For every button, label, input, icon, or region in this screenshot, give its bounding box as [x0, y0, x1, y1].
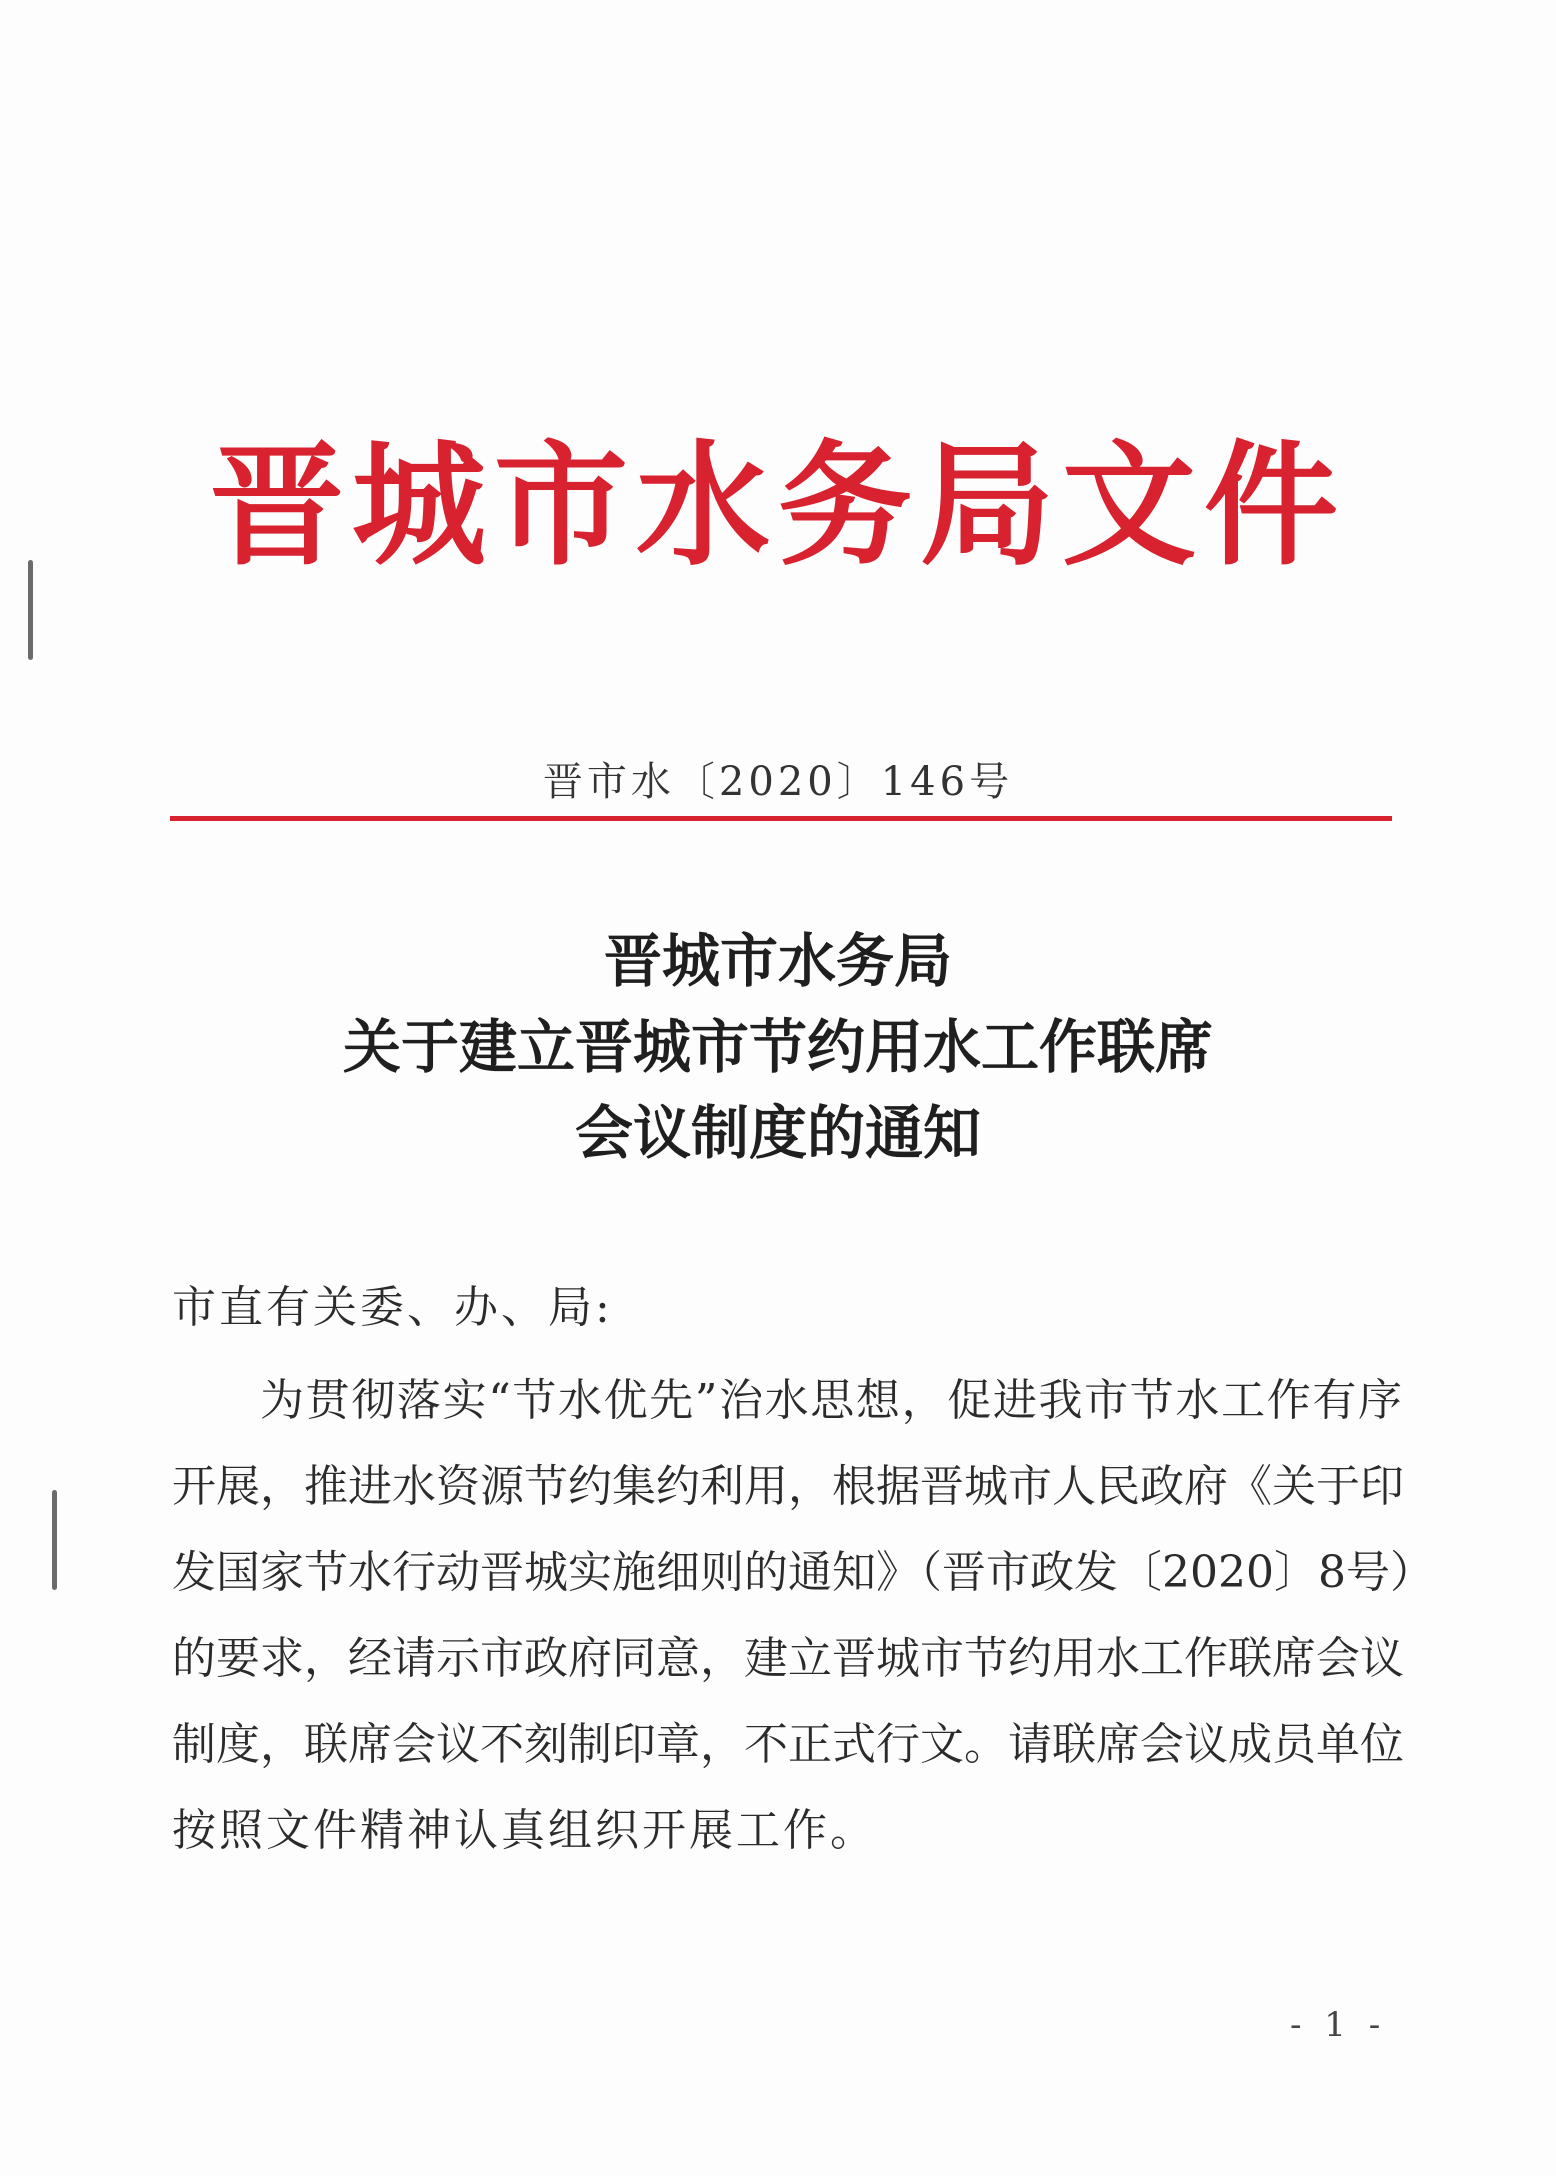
body-line: 发国家节水行动晋城实施细则的通知》（晋市政发〔2020〕8号）	[172, 1547, 1434, 1598]
notice-title	[0, 918, 1556, 1176]
binding-staple	[28, 560, 33, 660]
body-line: 制度，联席会议不刻制印章，不正式行文。请联席会议成员单位	[172, 1719, 1404, 1770]
document-number: 晋市水〔2020〕146号	[542, 759, 1014, 805]
salutation: 市直有关委、办、局:	[172, 1282, 613, 1333]
notice-title-line: 晋城市水务局	[603, 927, 952, 995]
body-line: 的要求，经请示市政府同意，建立晋城市节约用水工作联席会议	[172, 1633, 1404, 1684]
notice-title-line: 会议制度的通知	[574, 1099, 981, 1167]
document-header-title: 晋城市水务局文件	[209, 426, 1346, 584]
body-paragraph	[172, 1358, 1434, 1874]
body-line: 开展，推进水资源节约集约利用，根据晋城市人民政府《关于印	[172, 1461, 1404, 1512]
body-line: 按照文件精神认真组织开展工作。	[172, 1805, 877, 1856]
red-divider-line	[170, 816, 1392, 821]
page-number: - 1 -	[1290, 2005, 1387, 2045]
binding-staple	[52, 1490, 57, 1590]
body-line: 为贯彻落实“节水优先”治水思想，促进我市节水工作有序	[260, 1375, 1402, 1426]
notice-title-line: 关于建立晋城市节约用水工作联席	[342, 1013, 1213, 1081]
